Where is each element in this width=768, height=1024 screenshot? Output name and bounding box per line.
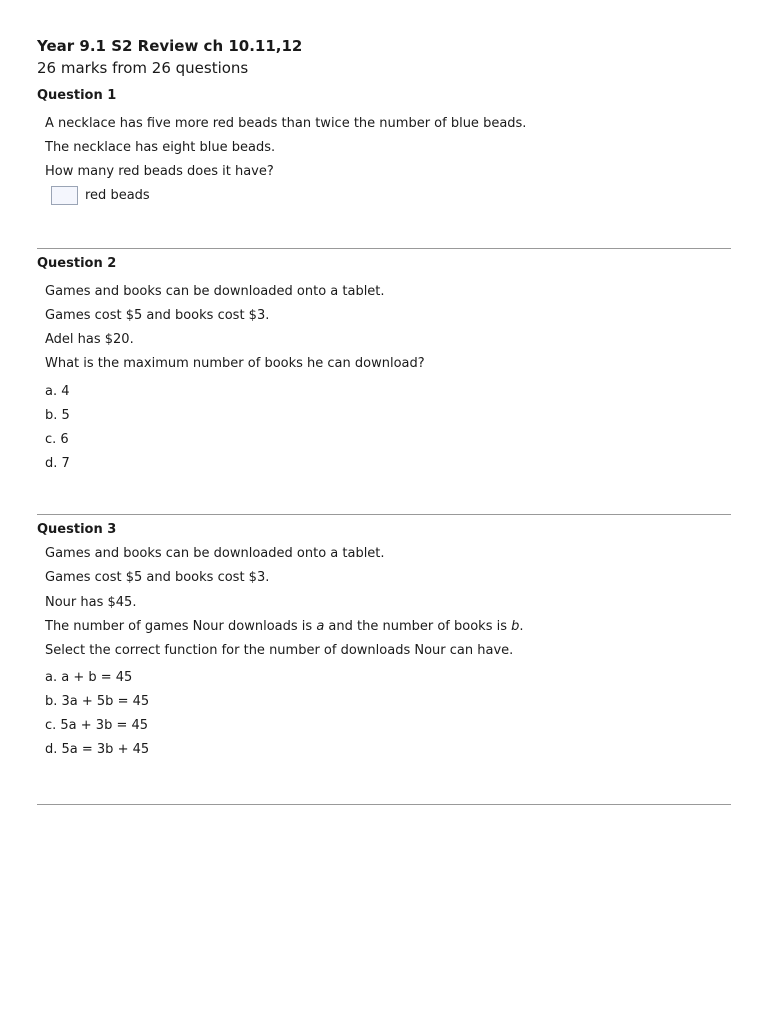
answer-option[interactable]: d. 5a = 3b + 45 [45,742,150,757]
variable-b: b [511,619,520,634]
question-divider [37,804,731,805]
answer-option[interactable]: d. 7 [45,456,70,471]
answer-option[interactable]: b. 3a + 5b = 45 [45,694,150,709]
question-divider [37,248,731,249]
question-prompt: Select the correct function for the number of downloads Nour can have. [45,643,514,658]
answer-option[interactable]: a. a + b = 45 [45,670,133,685]
question-text-line: Games and books can be downloaded onto a tablet. [45,546,385,561]
answer-input[interactable] [51,186,78,205]
worksheet-subtitle: 26 marks from 26 questions [37,59,249,77]
question-text-line: What is the maximum number of books he can download? [45,356,425,371]
answer-option[interactable]: a. 4 [45,384,70,399]
question-heading: Question 2 [37,256,117,271]
answer-option[interactable]: c. 6 [45,432,69,447]
question-text-line: The necklace has eight blue beads. [45,140,276,155]
question-text-line: Games cost $5 and books cost $3. [45,570,270,585]
question-text-line: Games and books can be downloaded onto a tablet. [45,284,385,299]
question-text-line: Nour has $45. [45,595,137,610]
question-text-line: How many red beads does it have? [45,164,274,179]
answer-option[interactable]: b. 5 [45,408,70,423]
question-heading: Question 3 [37,522,117,537]
question-text-line: Games cost $5 and books cost $3. [45,308,270,323]
question-text-line: Adel has $20. [45,332,134,347]
question-divider [37,514,731,515]
answer-option[interactable]: c. 5a + 3b = 45 [45,718,149,733]
question-variables-line [45,619,524,634]
question-text-line: A necklace has five more red beads than twice the number of blue beads. [45,116,527,131]
answer-unit-label: red beads [85,188,150,203]
variables-text: The number of games Nour downloads is [45,619,317,634]
worksheet-title: Year 9.1 S2 Review ch 10.11,12 [37,37,303,55]
variable-a: a [316,619,325,634]
variables-text: and the number of books is [324,619,512,634]
variables-text: . [519,619,524,634]
question-heading: Question 1 [37,88,117,103]
